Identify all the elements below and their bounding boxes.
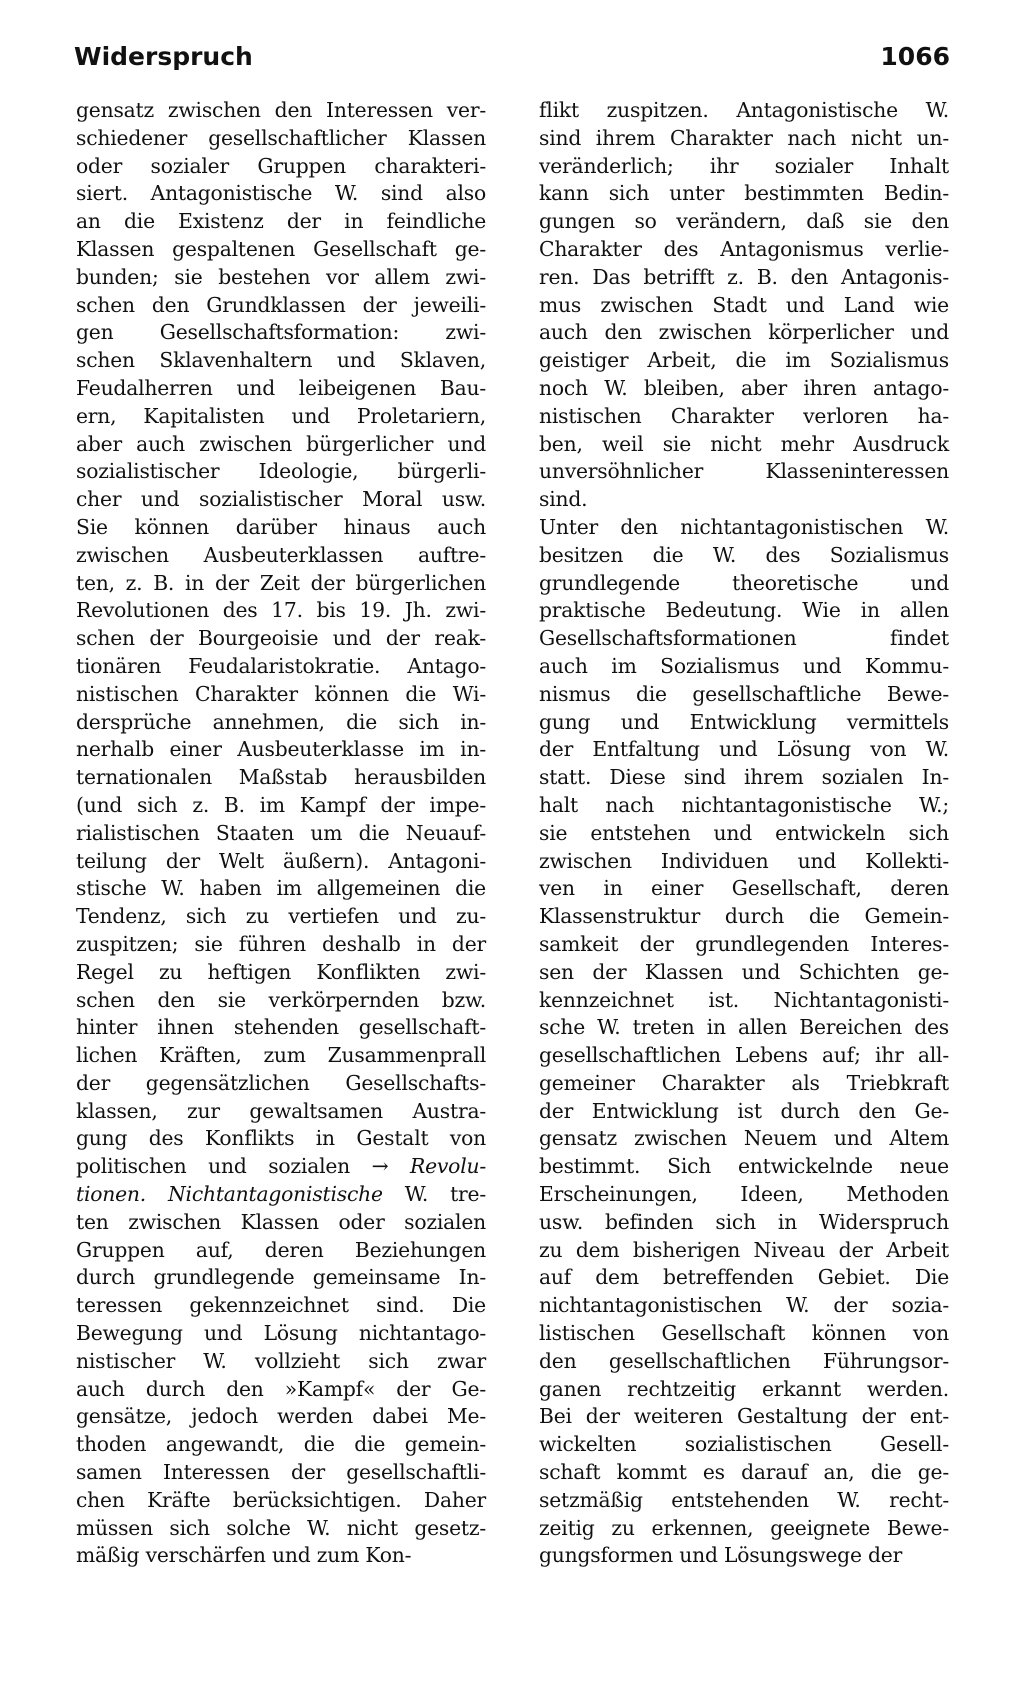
text-line: noch W. bleiben, aber ihren antago- <box>539 375 949 400</box>
text-line: ternationalen Maßstab herausbilden <box>76 765 486 790</box>
text-line: gungen so verändern, daß sie den <box>539 209 949 234</box>
text-line: nistischen Charakter können die Wi- <box>76 681 486 706</box>
text-line: Klassenstruktur durch die Gemein- <box>539 904 949 929</box>
text-line: Gruppen auf, deren Beziehungen <box>76 1237 486 1262</box>
text-line: oder sozialer Gruppen charakteri- <box>76 153 486 178</box>
page-number: 1066 <box>880 42 950 71</box>
text-line: schen Sklavenhaltern und Sklaven, <box>76 348 486 373</box>
text-line: statt. Diese sind ihrem sozialen In- <box>539 765 949 790</box>
line-segment: politischen und sozialen → <box>76 1154 411 1179</box>
text-line: durch grundlegende gemeinsame In- <box>76 1265 486 1290</box>
running-headword: Widerspruch <box>74 42 253 71</box>
text-line: sen der Klassen und Schichten ge- <box>539 959 949 984</box>
text-line: dersprüche annehmen, die sich in- <box>76 709 486 734</box>
text-line: bestimmt. Sich entwickelnde neue <box>539 1154 949 1179</box>
text-line: Regel zu heftigen Konflikten zwi- <box>76 959 486 984</box>
text-line: besitzen die W. des Sozialismus <box>539 542 949 567</box>
text-line: zuspitzen; sie führen deshalb in der <box>76 931 486 956</box>
text-line: Erscheinungen, Ideen, Methoden <box>539 1182 949 1207</box>
text-line: schaft kommt es darauf an, die ge- <box>539 1460 949 1485</box>
text-line <box>76 1153 486 1181</box>
text-line: auch den zwischen körperlicher und <box>539 320 949 345</box>
text-line: gemeiner Charakter als Triebkraft <box>539 1070 949 1095</box>
text-line: ten, z. B. in der Zeit der bürgerlichen <box>76 570 486 595</box>
text-line: nistischer W. vollzieht sich zwar <box>76 1348 486 1373</box>
text-line: usw. befinden sich in Widerspruch <box>539 1209 949 1234</box>
text-line: an die Existenz der in feindliche <box>76 209 486 234</box>
text-line: veränderlich; ihr sozialer Inhalt <box>539 153 949 178</box>
right-text-column <box>539 97 949 1570</box>
text-line: auf dem betreffenden Gebiet. Die <box>539 1265 949 1290</box>
text-line: zwischen Ausbeuterklassen auftre- <box>76 542 486 567</box>
text-line: sind. <box>539 487 588 512</box>
text-line: der Entwicklung ist durch den Ge- <box>539 1098 949 1123</box>
text-line: kennzeichnet ist. Nichtantagonisti- <box>539 987 949 1012</box>
text-line: aber auch zwischen bürgerlicher und <box>76 431 486 456</box>
text-line: mus zwischen Stadt und Land wie <box>539 292 949 317</box>
text-line: gensatz zwischen den Interessen ver- <box>76 98 486 122</box>
text-line: schen den Grundklassen der jeweili- <box>76 292 486 317</box>
text-line: Feudalherren und leibeigenen Bau- <box>76 375 486 400</box>
text-line: ten zwischen Klassen oder sozialen <box>76 1209 486 1234</box>
text-line <box>76 1181 486 1209</box>
text-line: gung und Entwicklung vermittels <box>539 709 949 734</box>
text-line: zeitig zu erkennen, geeignete Bewe- <box>539 1515 949 1540</box>
text-line: gesellschaftlichen Lebens auf; ihr all- <box>539 1043 949 1068</box>
left-text-column <box>76 97 486 1570</box>
text-line: schen der Bourgeoisie und der reak- <box>76 626 486 651</box>
text-line: zu dem bisherigen Niveau der Arbeit <box>539 1237 949 1262</box>
text-line: listischen Gesellschaft können von <box>539 1321 949 1346</box>
text-line: Klassen gespaltenen Gesellschaft ge- <box>76 236 486 261</box>
text-line: ern, Kapitalisten und Proletariern, <box>76 403 486 428</box>
cross-reference-link[interactable]: Revolu- <box>410 1154 486 1179</box>
text-line: der gegensätzlichen Gesellschafts- <box>76 1070 486 1095</box>
text-line: sozialistischer Ideologie, bürgerli- <box>76 459 486 484</box>
text-line: gungsformen und Lösungswege der <box>539 1543 903 1568</box>
text-line: klassen, zur gewaltsamen Austra- <box>76 1098 486 1123</box>
text-line: sind ihrem Charakter nach nicht un- <box>539 125 949 150</box>
text-line: teilung der Welt äußern). Antagoni- <box>76 848 486 873</box>
text-line: flikt zuspitzen. Antagonistische W. <box>539 98 949 122</box>
text-line: setzmäßig entstehenden W. recht- <box>539 1487 949 1512</box>
text-line: Gesellschaftsformationen findet <box>539 626 949 651</box>
text-line: auch im Sozialismus und Kommu- <box>539 653 949 678</box>
text-line: gen Gesellschaftsformation: zwi- <box>76 320 486 345</box>
italic-segment: tionen. Nichtantagonistische <box>76 1182 383 1207</box>
text-line: tionären Feudalaristokratie. Antago- <box>76 653 486 678</box>
text-line: Sie können darüber hinaus auch <box>76 514 486 539</box>
text-line: Charakter des Antagonismus verlie- <box>539 236 949 261</box>
text-line: gung des Konflikts in Gestalt von <box>76 1126 486 1151</box>
text-line: mäßig verschärfen und zum Kon- <box>76 1543 412 1568</box>
text-line: nerhalb einer Ausbeuterklasse im in- <box>76 737 486 762</box>
text-line: Revolutionen des 17. bis 19. Jh. zwi- <box>76 598 486 623</box>
text-line: Bewegung und Lösung nichtantago- <box>76 1321 486 1346</box>
text-line: zwischen Individuen und Kollekti- <box>539 848 949 873</box>
text-line: schen den sie verkörpernden bzw. <box>76 987 486 1012</box>
text-line: ben, weil sie nicht mehr Ausdruck <box>539 431 949 456</box>
text-line: bunden; sie bestehen vor allem zwi- <box>76 264 486 289</box>
text-line: halt nach nichtantagonistische W.; <box>539 792 949 817</box>
text-line: thoden angewandt, die die gemein- <box>76 1432 486 1457</box>
text-line: (und sich z. B. im Kampf der impe- <box>76 792 486 817</box>
text-line: rialistischen Staaten um die Neuauf- <box>76 820 486 845</box>
text-line: samkeit der grundlegenden Interes- <box>539 931 949 956</box>
text-line: teressen gekennzeichnet sind. Die <box>76 1293 486 1318</box>
text-line: nistischen Charakter verloren ha- <box>539 403 949 428</box>
text-line: hinter ihnen stehenden gesellschaft- <box>76 1015 486 1040</box>
text-line: ren. Das betrifft z. B. den Antagonis- <box>539 264 949 289</box>
text-line: gensatz zwischen Neuem und Altem <box>539 1126 949 1151</box>
text-line: siert. Antagonistische W. sind also <box>76 181 486 206</box>
text-line: lichen Kräften, zum Zusammenprall <box>76 1043 486 1068</box>
text-line: ven in einer Gesellschaft, deren <box>539 876 949 901</box>
text-line: cher und sozialistischer Moral usw. <box>76 487 486 512</box>
text-line: nichtantagonistischen W. der sozia- <box>539 1293 949 1318</box>
text-line: ganen rechtzeitig erkannt werden. <box>539 1376 949 1401</box>
text-line: müssen sich solche W. nicht gesetz- <box>76 1515 486 1540</box>
line-segment: W. tre- <box>382 1182 486 1207</box>
text-line: sie entstehen und entwickeln sich <box>539 820 949 845</box>
text-line: kann sich unter bestimmten Bedin- <box>539 181 949 206</box>
text-line: Tendenz, sich zu vertiefen und zu- <box>76 904 486 929</box>
text-line: grundlegende theoretische und <box>539 570 949 595</box>
text-line: unversöhnlicher Klasseninteressen <box>539 459 949 484</box>
text-line: gensätze, jedoch werden dabei Me- <box>76 1404 486 1429</box>
text-line: Bei der weiteren Gestaltung der ent- <box>539 1404 949 1429</box>
text-line: wickelten sozialistischen Gesell- <box>539 1432 949 1457</box>
text-line: samen Interessen der gesellschaftli- <box>76 1460 486 1485</box>
text-line: nismus die gesellschaftliche Bewe- <box>539 681 949 706</box>
text-line: auch durch den »Kampf« der Ge- <box>76 1376 486 1401</box>
page-header <box>74 42 950 82</box>
text-line: sche W. treten in allen Bereichen des <box>539 1015 949 1040</box>
text-line: chen Kräfte berücksichtigen. Daher <box>76 1487 486 1512</box>
text-line: praktische Bedeutung. Wie in allen <box>539 598 949 623</box>
text-line: schiedener gesellschaftlicher Klassen <box>76 125 486 150</box>
text-line: den gesellschaftlichen Führungsor- <box>539 1348 949 1373</box>
text-line: stische W. haben im allgemeinen die <box>76 876 486 901</box>
text-line: geistiger Arbeit, die im Sozialismus <box>539 348 949 373</box>
text-line: Unter den nichtantagonistischen W. <box>539 514 949 539</box>
text-line: der Entfaltung und Lösung von W. <box>539 737 949 762</box>
